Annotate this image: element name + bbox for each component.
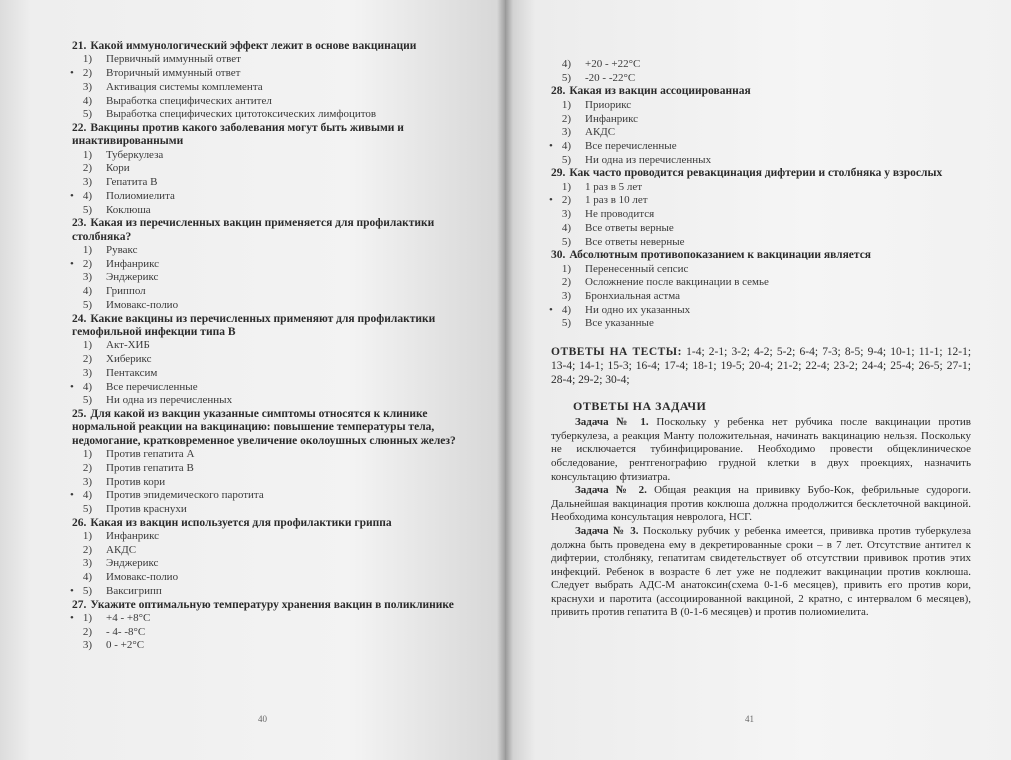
option-number: 2): [561, 276, 571, 289]
question-text: Какие вакцины из перечисленных применяют для профилактики гемофильной инфекции типа В: [72, 312, 436, 338]
option-number: 1): [82, 148, 92, 161]
option-text: Гепатита В: [106, 176, 158, 189]
option-number: 3): [82, 271, 92, 284]
option-text: Все указанные: [585, 317, 654, 330]
option-number: 3): [561, 290, 571, 303]
option-item: [72, 367, 471, 381]
option-text: Имовакс-полио: [106, 571, 179, 584]
question-number: 24.: [72, 312, 87, 325]
option-text: +4 - +8°С: [106, 611, 151, 624]
option-text: +20 - +22°С: [585, 58, 641, 70]
option-item: [72, 95, 471, 109]
question-heading: [72, 517, 471, 530]
task-text: Общая реакция на прививку Бубо-Кок, фебрильные судороги. Дальнейшая вакцинация против коклюша должна продолжится бесклеточной вакциной. Необходима консультация невролога, НСГ.: [551, 484, 972, 524]
right-page: [505, 0, 1011, 760]
option-number: 5): [82, 394, 92, 407]
task-text: Поскольку рубчик у ребенка имеется, прививка против туберкулеза должна быть проведена ему в декретированные сроки – в 7 лет. Отсутствие антител к дифтерии, столбняку, гепатитам свидетельствует об отсутствии прививок против этих инфекций. Ребенок в возрасте 6 лет уже не подлежит вакцинации против коклюша. Следует выбрать АДС-М анатоксин(схема 0-1-6 месяцев), привить его против кори, краснухи и паротита (ассоциированной вакциной, 2 кратно, с интервалом 6 месяцев), привить против гепатита В (0-1-6 месяцев) и против полиомиелита.: [551, 524, 972, 619]
option-number: • 2): [72, 67, 92, 81]
option-text: Против кори: [106, 475, 166, 488]
option-number: 2): [82, 162, 92, 175]
task-label: Задача № 3.: [575, 524, 639, 537]
option-item: [72, 503, 471, 517]
option-text: - 4- -8°С: [106, 625, 146, 638]
question-number: 29.: [551, 167, 566, 180]
option-text: Пентаксим: [106, 366, 158, 379]
option-item: [72, 53, 471, 67]
option-text: Приорикс: [585, 98, 632, 111]
option-number: • 1): [72, 612, 92, 626]
question-options: [551, 263, 971, 332]
right-questions: [551, 85, 971, 331]
option-text: Все ответы верные: [585, 221, 674, 234]
option-text: Инфанрикс: [106, 530, 160, 543]
option-number: • 5): [72, 585, 92, 599]
option-item: [72, 81, 471, 95]
question-text: Укажите оптимальную температуру хранения вакцин в поликлинике: [90, 598, 454, 611]
option-item: [72, 626, 471, 640]
option-number: 3): [561, 126, 571, 139]
option-item: [551, 317, 971, 331]
option-item: [72, 544, 471, 558]
option-number: • 4): [72, 190, 92, 204]
option-text: Акт-ХИБ: [106, 339, 150, 352]
option-text: 1 раз в 5 лет: [585, 180, 643, 193]
option-number: 3): [561, 208, 571, 221]
option-item: [72, 612, 471, 626]
question-heading: [72, 40, 471, 53]
option-number: 4): [82, 94, 92, 107]
question-block: [72, 122, 471, 217]
option-number: 5): [82, 298, 92, 311]
option-text: Инфанрикс: [585, 112, 639, 125]
option-number: 1): [82, 448, 92, 461]
option-number: • 4): [551, 140, 571, 154]
option-text: Выработка специфических цитотоксических лимфоцитов: [106, 108, 377, 121]
option-number: 5): [561, 153, 571, 166]
question-text: Абсолютным противопоказанием к вакцинации является: [569, 249, 872, 262]
question-options: [72, 149, 471, 218]
task-label: Задача № 1.: [575, 416, 649, 429]
option-number: 5): [561, 71, 571, 84]
option-text: Ни одно их указанных: [585, 303, 691, 316]
option-number: • 4): [72, 381, 92, 395]
option-number: 1): [82, 530, 92, 543]
option-text: Гриппол: [106, 285, 146, 298]
option-item: [72, 571, 471, 585]
option-item: [72, 67, 471, 81]
option-item: [72, 639, 471, 653]
option-text: АКДС: [106, 543, 137, 556]
option-item: [551, 181, 971, 195]
option-number: 2): [82, 543, 92, 556]
task-label: Задача № 2.: [575, 484, 647, 497]
option-number: 3): [82, 176, 92, 189]
option-text: Туберкулеза: [106, 148, 164, 161]
question-options: [72, 244, 471, 313]
question-number: 28.: [551, 85, 566, 98]
question-text: Какая из вакцин используется для профилактики гриппа: [90, 516, 392, 529]
option-number: 4): [82, 285, 92, 298]
option-number: 2): [561, 112, 571, 125]
option-text: Активация системы комплемента: [106, 80, 263, 93]
option-item: [72, 176, 471, 190]
question-number: 30.: [551, 249, 566, 262]
option-number: 3): [82, 557, 92, 570]
option-item: [72, 530, 471, 544]
option-text: Против гепатита А: [106, 448, 195, 461]
option-text: Энджерикс: [106, 557, 159, 570]
option-item: [72, 271, 471, 285]
option-item: [551, 99, 971, 113]
option-item: [72, 557, 471, 571]
option-number: 5): [82, 203, 92, 216]
option-item: [551, 154, 971, 168]
task-answers-title: ОТВЕТЫ НА ЗАДАЧИ: [573, 399, 707, 414]
option-item: [72, 394, 471, 408]
question-text: Как часто проводится ревакцинация дифтерии и столбняка у взрослых: [569, 167, 943, 180]
option-item: [72, 339, 471, 353]
question-block: [72, 408, 471, 517]
option-number: 1): [82, 244, 92, 257]
option-item: [551, 222, 971, 236]
question-number: 27.: [72, 598, 87, 611]
right-page-number: 41: [745, 714, 754, 724]
question-heading: [72, 408, 471, 448]
continued-options: [551, 58, 971, 85]
option-text: Не проводится: [585, 208, 655, 221]
option-item: [551, 290, 971, 304]
option-item: [551, 72, 971, 86]
option-text: Бронхиальная астма: [585, 290, 680, 303]
question-heading: [72, 217, 471, 244]
question-block: [72, 40, 471, 122]
question-text: Какой иммунологический эффект лежит в основе вакцинации: [90, 40, 417, 52]
option-item: [72, 285, 471, 299]
option-number: 2): [82, 353, 92, 366]
option-item: [72, 190, 471, 204]
option-text: 0 - +2°С: [106, 639, 145, 652]
question-heading: [72, 122, 471, 149]
option-text: 1 раз в 10 лет: [585, 194, 648, 207]
option-text: Осложнение после вакцинации в семье: [585, 276, 769, 289]
question-number: 22.: [72, 121, 87, 134]
option-number: 5): [561, 317, 571, 330]
option-number: • 4): [72, 489, 92, 503]
option-item: [72, 381, 471, 395]
option-item: [72, 149, 471, 163]
question-text: Какая из вакцин ассоциированная: [569, 85, 751, 98]
option-text: Перенесенный сепсис: [585, 262, 689, 275]
question-heading: [72, 599, 471, 612]
option-number: 5): [82, 502, 92, 515]
option-number: 1): [561, 98, 571, 111]
question-options: [72, 339, 471, 408]
question-options: [72, 53, 471, 122]
option-item: [551, 113, 971, 127]
question-heading: [551, 85, 971, 98]
option-text: Ни одна из перечисленных: [585, 153, 712, 166]
left-page-number: 40: [258, 714, 267, 724]
option-number: 5): [561, 235, 571, 248]
option-item: [551, 208, 971, 222]
task-answer: [551, 416, 971, 484]
option-item: [72, 353, 471, 367]
question-heading: [72, 313, 471, 340]
question-options: [551, 99, 971, 168]
question-block: [551, 85, 971, 167]
option-number: 5): [82, 108, 92, 121]
option-number: 1): [561, 180, 571, 193]
option-number: 4): [561, 58, 571, 70]
test-answers: [551, 345, 971, 387]
question-number: 25.: [72, 407, 87, 420]
option-text: Хиберикс: [106, 353, 152, 366]
option-text: Выработка специфических антител: [106, 94, 272, 107]
option-text: Кори: [106, 162, 130, 175]
option-text: Энджерикс: [106, 271, 159, 284]
option-item: [551, 276, 971, 290]
option-item: [551, 126, 971, 140]
option-item: [72, 585, 471, 599]
question-block: [72, 599, 471, 654]
option-item: [72, 204, 471, 218]
option-number: 3): [82, 366, 92, 379]
option-number: 1): [561, 262, 571, 275]
question-number: 26.: [72, 516, 87, 529]
question-heading: [551, 249, 971, 262]
option-text: Ни одна из перечисленных: [106, 394, 233, 407]
task-answer: [551, 525, 971, 620]
option-item: [72, 258, 471, 272]
option-text: -20 - -22°С: [585, 71, 636, 84]
option-number: 3): [82, 475, 92, 488]
option-number: 3): [82, 639, 92, 652]
option-text: Все перечисленные: [106, 380, 198, 393]
book-gutter: [497, 0, 513, 760]
option-number: 4): [82, 571, 92, 584]
option-text: Имовакс-полио: [106, 298, 179, 311]
question-number: 23.: [72, 217, 87, 230]
option-number: 4): [561, 221, 571, 234]
option-text: Коклюша: [106, 203, 151, 216]
option-text: Ваксигрипп: [106, 584, 162, 597]
question-block: [72, 217, 471, 312]
option-item: [551, 194, 971, 208]
test-answers-text: 1-4; 2-1; 3-2; 4-2; 5-2; 6-4; 7-3; 8-5; 9-4; 10-1; 11-1; 12-1; 13-4; 14-1; 15-3; 16-4; 17-4; 18-1; 19-5; 20-4; 21-2; 22-4; 23-2; 24-4; 25-4; 26-5; 27-1; 28-4; 29-2; 30-4;: [551, 346, 972, 387]
option-text: Все ответы неверные: [585, 235, 685, 248]
option-item: [551, 236, 971, 250]
option-number: • 2): [551, 194, 571, 208]
question-block: [72, 313, 471, 408]
question-number: 21.: [72, 40, 87, 52]
task-answer: [551, 484, 971, 525]
option-text: Вторичный иммунный ответ: [106, 67, 241, 80]
option-text: Инфанрикс: [106, 257, 160, 270]
option-text: Против эпидемического паротита: [106, 489, 264, 502]
option-text: Рувакс: [106, 244, 138, 257]
option-text: Первичный иммунный ответ: [106, 53, 241, 66]
task-answers: [551, 416, 971, 620]
option-item: [551, 263, 971, 277]
question-heading: [551, 167, 971, 180]
option-item: [72, 476, 471, 490]
option-item: [551, 140, 971, 154]
test-answers-label: ОТВЕТЫ НА ТЕСТЫ:: [551, 346, 682, 359]
question-block: [551, 249, 971, 331]
option-item: [551, 58, 971, 72]
option-number: 2): [82, 461, 92, 474]
question-options: [551, 181, 971, 250]
option-item: [72, 489, 471, 503]
option-number: 1): [82, 53, 92, 66]
option-item: [72, 462, 471, 476]
question-options: [72, 448, 471, 517]
option-text: Против гепатита В: [106, 461, 194, 474]
option-item: [72, 162, 471, 176]
option-text: АКДС: [585, 126, 616, 139]
left-page: [0, 0, 505, 760]
option-item: [551, 304, 971, 318]
option-item: [72, 448, 471, 462]
left-questions: [72, 40, 471, 653]
option-number: • 2): [72, 258, 92, 272]
option-item: [72, 244, 471, 258]
question-options: [72, 530, 471, 599]
option-item: [72, 108, 471, 122]
question-block: [551, 167, 971, 249]
option-number: 1): [82, 339, 92, 352]
question-options: [72, 612, 471, 653]
option-text: Против краснухи: [106, 502, 187, 515]
option-number: • 4): [551, 304, 571, 318]
option-text: Полиомиелита: [106, 189, 175, 202]
option-number: 3): [82, 80, 92, 93]
question-text: Для какой из вакцин указанные симптомы относятся к клинике нормальной реакции на вакцинацию: повышение температуры тела, недомогание, кратковременное увеличение околоушных слюнных желез?: [72, 407, 456, 447]
option-item: [72, 299, 471, 313]
question-text: Вакцины против какого заболевания могут быть живыми и инактивированными: [72, 121, 404, 148]
question-text: Какая из перечисленных вакцин применяется для профилактики столбняка?: [72, 217, 435, 243]
option-number: 2): [82, 625, 92, 638]
option-text: Все перечисленные: [585, 139, 677, 152]
question-block: [72, 517, 471, 599]
task-text: Поскольку у ребенка нет рубчика после вакцинации против туберкулеза, а реакция Манту положительная, начинать вакцинацию нельзя. Поскольку не исключается тубинфицирование. Необходимо провести общеклиническое обследование, рентгенографию грудной клетки в двух проекциях, назначить консультацию фтизиатра.: [551, 416, 971, 483]
